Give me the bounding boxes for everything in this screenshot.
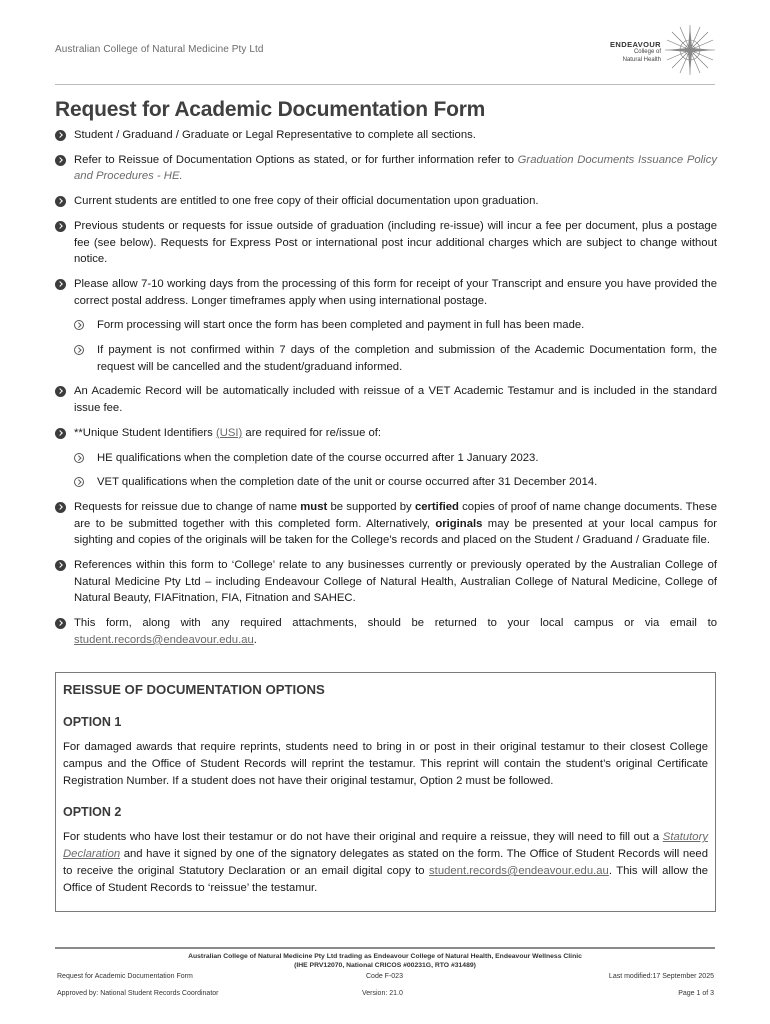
option2-text: For students who have lost their testamur or do not have their original and require a reissue, they will need to fill out a Statutory Declaration and have it signed by one of the signatory delegates as stated on the form. The Office of Student Records will need to receive the original Statutory Declaration or an email digital copy to student.records@endeavour.edu.au. This will allow the Office of Student Records to ‘reissue’ the testamur. xyxy=(63,831,709,894)
footer-page-number: Page 1 of 3 xyxy=(678,990,714,997)
footer-org-line: Australian College of Natural Medicine Pty Ltd trading as Endeavour College of Natural Health, Endeavour Wellness Clinic xyxy=(188,953,582,960)
college-logo xyxy=(605,24,715,80)
list-item: **Unique Student Identifiers (USI) are required for re/issue of: xyxy=(55,425,717,442)
logo-brand: ENDEAVOUR xyxy=(610,40,661,49)
header-divider xyxy=(55,84,715,85)
bullet-arrow-icon xyxy=(55,155,66,166)
reissue-options-box xyxy=(55,672,716,912)
sub-list-item: Form processing will start once the form has been completed and payment in full has been made. xyxy=(55,317,717,334)
bullet-arrow-icon xyxy=(55,130,66,141)
footer-last-modified: Last modified:17 September 2025 xyxy=(608,973,714,980)
footer-form-name: Request for Academic Documentation Form xyxy=(57,973,193,980)
list-item: References within this form to ‘College’ relate to any businesses currently or previously operated by the Australian College of Natural Medicine Pty Ltd – including Endeavour College of Natural Health, Australian College of Natural Medicine, College of Natural Beauty, FIAFitnation, FIA, Fitnation and SAHEC. xyxy=(55,557,717,607)
bullet-arrow-icon xyxy=(55,386,66,397)
sub-bullet-icon xyxy=(74,477,84,487)
list-item: This form, along with any required attachments, should be returned to your local campus or via email to student.records@endeavour.edu.au. xyxy=(55,615,717,648)
footer-approved-by: Approved by: National Student Records Coordinator xyxy=(57,990,219,997)
logo-line1: College of xyxy=(633,49,661,56)
usi-link[interactable]: (USI) xyxy=(215,426,243,439)
option2-email-link[interactable]: student.records@endeavour.edu.au xyxy=(429,865,609,877)
header-org-name: Australian College of Natural Medicine Pty Ltd xyxy=(55,44,264,55)
statutory-declaration-link[interactable]: Statutory Declaration xyxy=(63,831,708,860)
page-title: Request for Academic Documentation Form xyxy=(55,98,486,121)
list-item: Previous students or requests for issue outside of graduation (including re-issue) will incur a fee per document, plus a postage fee (see below). Requests for Express Post or international post incur additional charges which are subject to change without notice. xyxy=(55,218,717,268)
sub-bullet-icon xyxy=(74,345,84,355)
sub-bullet-icon xyxy=(74,320,84,330)
sub-list-item: VET qualifications when the completion date of the unit or course occurred after 31 December 2014. xyxy=(55,474,717,491)
bullet-arrow-icon xyxy=(55,560,66,571)
list-item: Student / Graduand / Graduate or Legal Representative to complete all sections. xyxy=(55,127,717,144)
option2-title: OPTION 2 xyxy=(63,805,122,819)
bullet-arrow-icon xyxy=(55,618,66,629)
list-item: Refer to Reissue of Documentation Options as stated, or for further information refer to Graduation Documents Issuance Policy and Procedures - HE. xyxy=(55,152,717,185)
list-item: An Academic Record will be automatically included with reissue of a VET Academic Testamur and is included in the standard issue fee. xyxy=(55,383,717,416)
bullet-arrow-icon xyxy=(55,428,66,439)
list-item: Current students are entitled to one free copy of their official documentation upon graduation. xyxy=(55,193,717,210)
policy-link[interactable]: Graduation Documents Issuance Policy and Procedures - HE. xyxy=(74,153,717,183)
instructions-list xyxy=(55,127,717,657)
logo-line2: Natural Health xyxy=(622,56,661,63)
sub-list-item: If payment is not confirmed within 7 days of the completion and submission of the Academic Documentation form, the request will be cancelled and the student/graduand informed. xyxy=(55,342,717,375)
bullet-arrow-icon xyxy=(55,221,66,232)
bullet-arrow-icon xyxy=(55,196,66,207)
option1-title: OPTION 1 xyxy=(63,715,122,729)
option1-text: For damaged awards that require reprints, students need to bring in or post in their original testamur to their closest College campus and the Office of Student Records will reprint the testamur. This reprint will contain the student’s original Certificate Registration Number. If a student does not have their original testamur, Option 2 must be followed. xyxy=(63,741,708,787)
email-link[interactable]: student.records@endeavour.edu.au xyxy=(74,633,254,646)
list-item: Requests for reissue due to change of name must be supported by certified copies of proof of name change documents. These are to be submitted together with this completed form. Alternatively, originals may be presented at your local campus for sighting and copies of the originals will be taken for the College’s records and placed on the Student / Graduand / Graduate file. xyxy=(55,499,717,549)
sub-list-item: HE qualifications when the completion date of the course occurred after 1 January 2023. xyxy=(55,450,717,467)
footer-registration-line: (IHE PRV12070, National CRICOS #00231G, RTO #31489) xyxy=(294,962,476,969)
footer-version: Version: 21.0 xyxy=(362,990,403,997)
bullet-arrow-icon xyxy=(55,279,66,290)
footer-divider xyxy=(55,947,715,949)
compass-star-icon xyxy=(665,24,715,76)
list-item: Please allow 7-10 working days from the processing of this form for receipt of your Transcript and ensure you have provided the correct postal address. Longer timeframes apply when using international postage. xyxy=(55,276,717,309)
sub-bullet-icon xyxy=(74,453,84,463)
bullet-arrow-icon xyxy=(55,502,66,513)
options-heading: REISSUE OF DOCUMENTATION OPTIONS xyxy=(63,682,325,697)
footer-code: Code F-023 xyxy=(366,973,403,980)
